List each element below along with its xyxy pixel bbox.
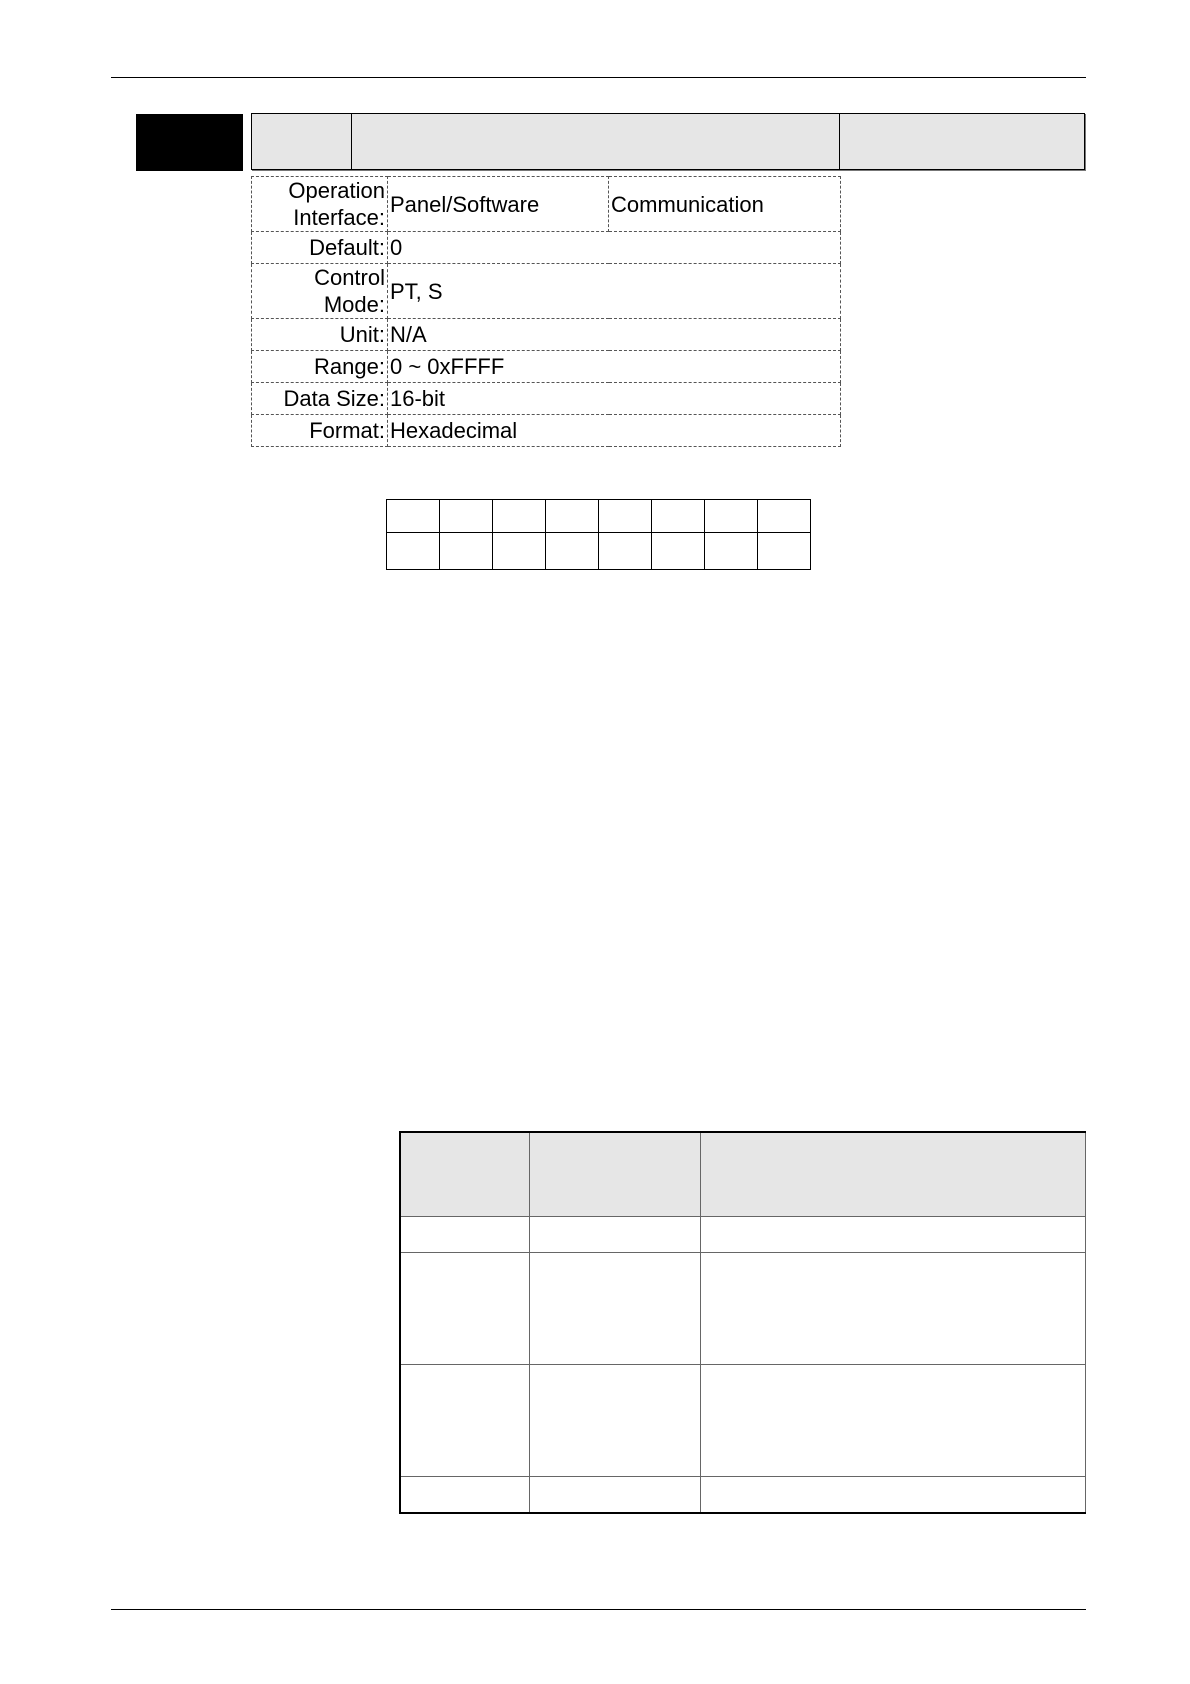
table-cell	[701, 1365, 1086, 1477]
setting-description-table	[399, 1131, 1086, 1514]
default-value: 0	[388, 232, 841, 264]
header-divider	[839, 114, 840, 169]
range-value: 0 ~ 0xFFFF	[388, 351, 841, 383]
attr-row-range	[252, 351, 841, 383]
bit-cell	[440, 533, 493, 570]
operation-interface-panel-value: Panel/Software	[388, 177, 609, 232]
table-cell	[400, 1365, 530, 1477]
default-label: Default:	[252, 232, 388, 264]
header-cell	[701, 1132, 1086, 1217]
parameter-id-block	[136, 114, 243, 171]
attr-row-data-size	[252, 383, 841, 415]
setting-table-row	[400, 1217, 1086, 1253]
format-value: Hexadecimal	[388, 415, 841, 447]
unit-label: Unit:	[252, 319, 388, 351]
header-rule	[111, 77, 1086, 78]
bit-field-grid	[386, 499, 811, 570]
table-cell	[701, 1477, 1086, 1513]
operation-interface-label	[252, 177, 388, 232]
bit-cell	[705, 533, 758, 570]
format-label: Format:	[252, 415, 388, 447]
setting-table-row	[400, 1253, 1086, 1365]
setting-table-header-row	[400, 1132, 1086, 1217]
label-line: Operation	[288, 178, 385, 203]
bit-cell	[387, 533, 440, 570]
table-cell	[701, 1253, 1086, 1365]
table-cell	[530, 1365, 701, 1477]
bit-cell	[599, 533, 652, 570]
control-mode-value: PT, S	[388, 264, 841, 319]
table-cell	[530, 1217, 701, 1253]
attr-row-format	[252, 415, 841, 447]
bit-cell	[599, 500, 652, 533]
table-cell	[530, 1253, 701, 1365]
bit-cell	[546, 533, 599, 570]
data-size-label: Data Size:	[252, 383, 388, 415]
setting-table-row	[400, 1365, 1086, 1477]
header-divider	[351, 114, 352, 169]
attr-row-control-mode	[252, 264, 841, 319]
attr-row-operation-interface	[252, 177, 841, 232]
operation-interface-comm-value: Communication	[609, 177, 841, 232]
parameter-header-bar	[251, 113, 1085, 170]
parameter-attribute-table	[251, 176, 841, 447]
table-cell	[400, 1477, 530, 1513]
header-cell	[400, 1132, 530, 1217]
table-cell	[530, 1477, 701, 1513]
data-size-value: 16-bit	[388, 383, 841, 415]
bit-grid-row	[387, 500, 811, 533]
bit-cell	[493, 533, 546, 570]
range-label: Range:	[252, 351, 388, 383]
bit-cell	[546, 500, 599, 533]
setting-table-row	[400, 1477, 1086, 1513]
label-line: Mode:	[323, 292, 385, 317]
attr-row-default	[252, 232, 841, 264]
bit-cell	[493, 500, 546, 533]
label-line: Control	[314, 265, 385, 290]
header-cell	[530, 1132, 701, 1217]
label-line: Interface:	[293, 205, 385, 230]
bit-cell	[387, 500, 440, 533]
bit-cell	[758, 533, 811, 570]
footer-rule	[111, 1609, 1086, 1610]
table-cell	[701, 1217, 1086, 1253]
bit-cell	[705, 500, 758, 533]
table-cell	[400, 1217, 530, 1253]
unit-value: N/A	[388, 319, 841, 351]
bit-cell	[652, 533, 705, 570]
bit-grid-row	[387, 533, 811, 570]
control-mode-label	[252, 264, 388, 319]
attr-row-unit	[252, 319, 841, 351]
bit-cell	[758, 500, 811, 533]
table-cell	[400, 1253, 530, 1365]
bit-cell	[440, 500, 493, 533]
bit-cell	[652, 500, 705, 533]
